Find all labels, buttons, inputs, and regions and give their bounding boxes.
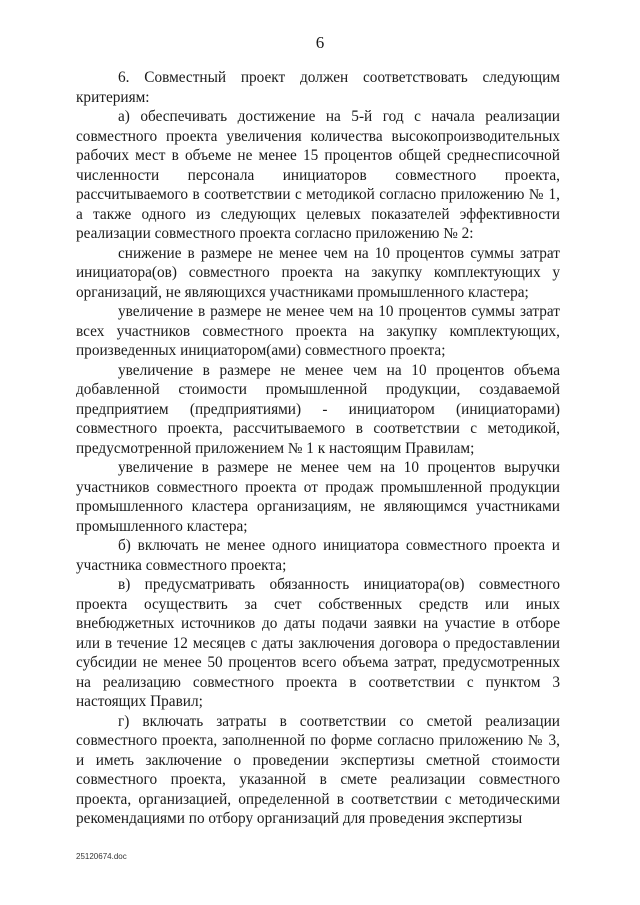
paragraph-a: а) обеспечивать достижение на 5-й год с начала реализации совместного проекта увеличения количества высокопроизводительных рабочих мест в объеме не менее 15 процентов общей среднесписочной численности персонала инициаторов совместного проекта, рассчитываемого в соответствии с методикой согласно приложению № 1, а также одного из следующих целевых показателей эффективности реализации совместного проекта согласно приложению № 2: xyxy=(76,108,560,242)
paragraph-indicator-1: снижение в размере не менее чем на 10 процентов суммы затрат инициатора(ов) совместного проекта на закупку комплектующих у организаций, не являющихся участниками промышленного кластера; xyxy=(76,244,560,301)
page-number: 6 xyxy=(315,33,325,52)
paragraph-g: г) включать затраты в соответствии со сметой реализации совместного проекта, заполненной по форме согласно приложению № 3, и иметь заключение о проведении экспертизы сметной стоимости совместного проекта, указанной в смете реализации совместного проекта, организацией, определенной в соответствии с методическими рекомендациями по отбору организаций для проведения экспертизы xyxy=(76,712,560,827)
footer-filename: 25120674.doc xyxy=(76,852,127,861)
paragraph-indicator-2: увеличение в размере не менее чем на 10 процентов суммы затрат всех участников совместного проекта на закупку комплектующих, произведенных инициатором(ами) совместного проекта; xyxy=(76,303,560,359)
document-body xyxy=(76,68,560,829)
paragraph-indicator-3: увеличение в размере не менее чем на 10 процентов объема добавленной стоимости промышленной продукции, создаваемой предприятием (предприятиями) - инициатором (инициаторами) совместного проекта, рассчитываемого в соответствии с методикой, предусмотренной приложением № 1 к настоящим Правилам; xyxy=(76,361,560,457)
paragraph-b: б) включать не менее одного инициатора совместного проекта и участника совместного проекта; xyxy=(76,537,560,574)
paragraph-intro: 6. Совместный проект должен соответствовать следующим критериям: xyxy=(76,69,560,106)
paragraph-indicator-4: увеличение в размере не менее чем на 10 процентов выручки участников совместного проекта от продаж промышленной продукции промышленного кластера организациям, не являющимся участниками промышленного кластера; xyxy=(76,459,560,535)
paragraph-v: в) предусматривать обязанность инициатора(ов) совместного проекта осуществить за счет собственных средств или иных внебюджетных источников до даты подачи заявки на участие в отборе или в течение 12 месяцев с даты заключения договора о предоставлении субсидии не менее 50 процентов всего объема затрат, предусмотренных на реализацию совместного проекта в соответствии с пунктом 3 настоящих Правил; xyxy=(76,576,560,710)
